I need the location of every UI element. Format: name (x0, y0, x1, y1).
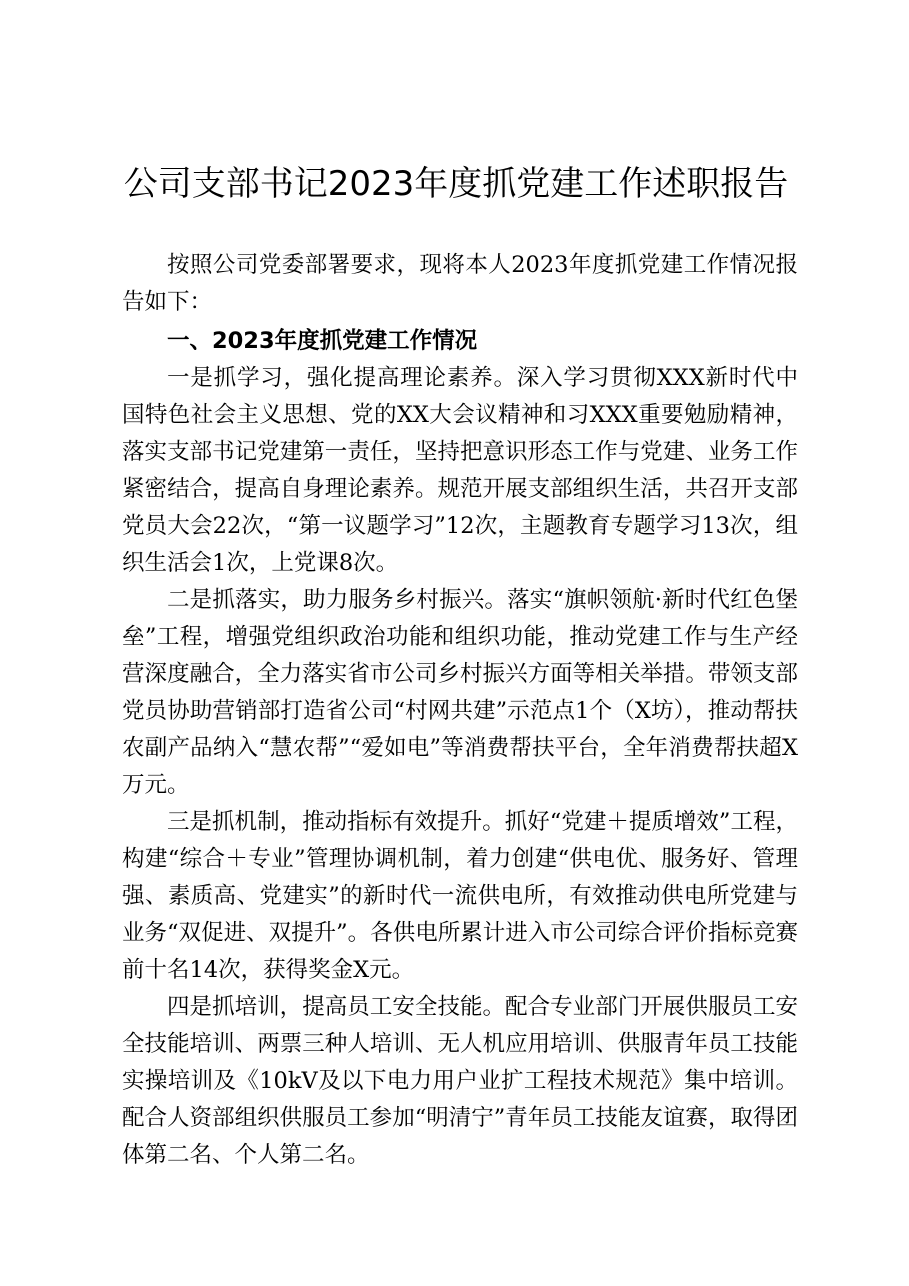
paragraph-implementation: 二是抓落实，助力服务乡村振兴。落实“旗帜领航·新时代红色堡垒”工程，增强党组织政治功能和组织功能，推动党建工作与生产经营深度融合，全力落实省市公司乡村振兴方面等相关举措。带领支部党员协助营销部打造省公司“村网共建”示范点1个（X坊），推动帮扶农副产品纳入“慧农帮”“爱如电”等消费帮扶平台，全年消费帮扶超X万元。 (122, 587, 798, 798)
document-body (122, 247, 798, 1174)
paragraph-training: 四是抓培训，提高员工安全技能。配合专业部门开展供服员工安全技能培训、两票三种人培训、无人机应用培训、供服青年员工技能实操培训及《10kV及以下电力用户业扩工程技术规范》集中培训。配合人资部组织供服员工参加“明清宁”青年员工技能友谊赛，取得团体第二名、个人第二名。 (122, 994, 798, 1168)
section-heading: 一、2023年度抓党建工作情况 (167, 328, 478, 354)
intro-paragraph: 按照公司党委部署要求，现将本人2023年度抓党建工作情况报告如下： (122, 252, 798, 315)
document-title: 公司支部书记2023年度抓党建工作述职报告 (123, 164, 789, 204)
paragraph-mechanism: 三是抓机制，推动指标有效提升。抓好“党建＋提质增效”工程，构建“综合＋专业”管理协调机制，着力创建“供电优、服务好、管理强、素质高、党建实”的新时代一流供电所，有效推动供电所党建与业务“双促进、双提升”。各供电所累计进入市公司综合评价指标竞赛前十名14次，获得奖金X元。 (122, 809, 798, 983)
paragraph-study: 一是抓学习，强化提高理论素养。深入学习贯彻XXX新时代中国特色社会主义思想、党的XX大会议精神和习XXX重要勉励精神，落实支部书记党建第一责任，坚持把意识形态工作与党建、业务工作紧密结合，提高自身理论素养。规范开展支部组织生活，共召开支部党员大会22次，“第一议题学习”12次，主题教育专题学习13次，组织生活会1次，上党课8次。 (122, 365, 798, 576)
